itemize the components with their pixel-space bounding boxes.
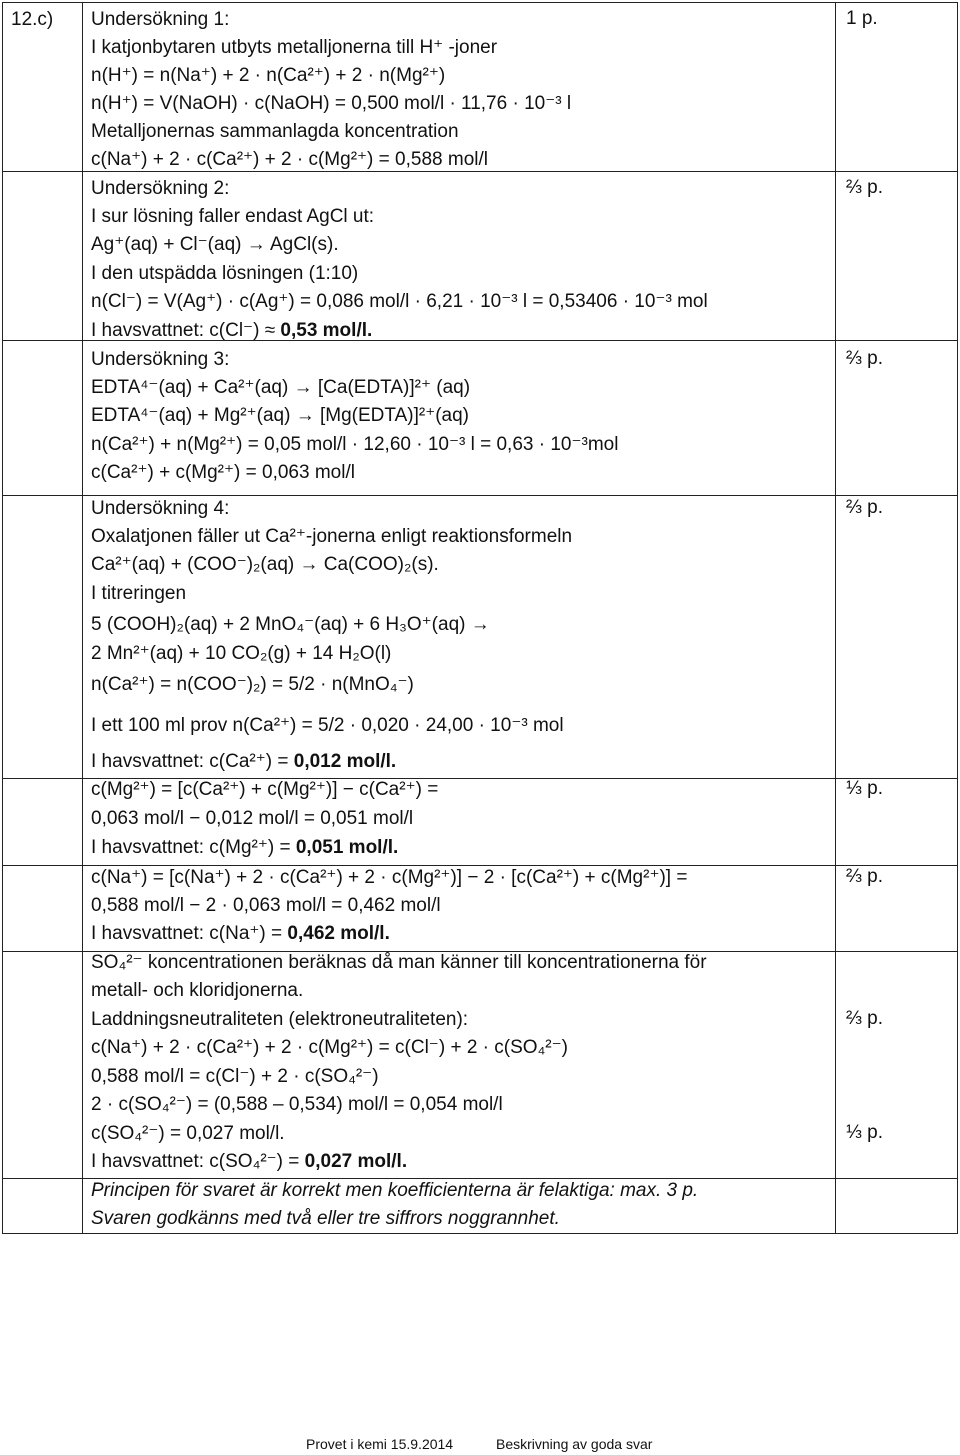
answer-line-text: I sur lösning faller endast AgCl ut:: [91, 206, 375, 227]
answer-line: [91, 611, 490, 639]
answer-line-text: Laddningsneutraliteten (elektroneutraliteten):: [91, 1009, 469, 1030]
points-value: ⅓ p.: [846, 1122, 883, 1143]
answer-line: [91, 1148, 407, 1176]
answer-line-text: c(Mg²⁺) = [c(Ca²⁺) + c(Mg²⁺)] − c(Ca²⁺) =: [91, 779, 439, 800]
answer-line: [91, 580, 186, 608]
answer-line: [91, 34, 497, 62]
answer-line-text: Ag⁺(aq) + Cl⁻(aq) → AgCl(s).: [91, 234, 339, 255]
answer-line: [91, 1006, 468, 1034]
answer-line-text: I ett 100 ml prov n(Ca²⁺) = 5/2 · 0,020 · 24,00 · 10⁻³ mol: [91, 715, 564, 736]
points-value: 1 p.: [846, 8, 878, 29]
answer-line-text: I den utspädda lösningen (1:10): [91, 263, 359, 284]
answer-line: [91, 805, 413, 833]
answer-line-result: 0,027 mol/l.: [304, 1151, 408, 1172]
answer-line-text: Svaren godkänns med två eller tre siffrors noggrannhet.: [91, 1208, 560, 1229]
answer-line-result: 0,051 mol/l.: [295, 837, 399, 858]
answer-line: [91, 203, 374, 231]
answer-line: [91, 346, 229, 374]
answer-line: [91, 977, 303, 1005]
answer-line-text: Undersökning 2:: [91, 178, 230, 199]
answer-line: [91, 1063, 379, 1091]
answer-line-text: c(Na⁺) + 2 · c(Ca²⁺) + 2 · c(Mg²⁺) = c(Cl⁻) + 2 · c(SO₄²⁻): [91, 1037, 568, 1058]
answer-line: [91, 288, 708, 316]
answer-line: [91, 231, 339, 259]
answer-line: [91, 317, 372, 345]
answer-line: [91, 640, 391, 668]
answer-line: [91, 551, 439, 579]
answer-line-text: c(SO₄²⁻) = 0,027 mol/l.: [91, 1123, 285, 1144]
answer-line-text: I havsvattnet: c(Ca²⁺) =: [91, 751, 294, 772]
answer-line-text: I titreringen: [91, 583, 187, 604]
points-value: ⅔ p.: [846, 348, 883, 369]
answer-line: [91, 1034, 568, 1062]
answer-line-text: I havsvattnet: c(Mg²⁺) =: [91, 837, 296, 858]
footer-right: Beskrivning av goda svar: [496, 1436, 653, 1452]
answer-line-text: Metalljonernas sammanlagda koncentration: [91, 121, 459, 142]
answer-line: [91, 175, 229, 203]
answer-line-text: EDTA⁴⁻(aq) + Ca²⁺(aq) → [Ca(EDTA)]²⁺ (aq): [91, 377, 471, 398]
answer-line: [91, 949, 707, 977]
answer-line-text: c(Na⁺) + 2 · c(Ca²⁺) + 2 · c(Mg²⁺) = 0,588 mol/l: [91, 149, 488, 170]
column-divider: [835, 3, 836, 1233]
answer-line-text: EDTA⁴⁻(aq) + Mg²⁺(aq) → [Mg(EDTA)]²⁺(aq): [91, 405, 470, 426]
answer-line-result: 0,53 mol/l.: [280, 320, 373, 341]
answer-line-text: 0,588 mol/l − 2 · 0,063 mol/l = 0,462 mol/l: [91, 895, 441, 916]
answer-line-text: metall- och kloridjonerna.: [91, 980, 304, 1001]
answer-line-text: n(Ca²⁺) + n(Mg²⁺) = 0,05 mol/l · 12,60 · 10⁻³ l = 0,63 · 10⁻³mol: [91, 434, 619, 455]
answer-line-text: Undersökning 1:: [91, 9, 230, 30]
points-value: ⅔ p.: [846, 177, 883, 198]
answer-line-text: Undersökning 4:: [91, 498, 230, 519]
answer-line: [91, 834, 398, 862]
answer-line: [91, 431, 618, 459]
points-value: ⅓ p.: [846, 778, 883, 799]
footer-left: Provet i kemi 15.9.2014: [306, 1436, 454, 1452]
answer-line: [91, 523, 572, 551]
answer-line: [91, 892, 441, 920]
answer-line: [91, 90, 571, 118]
column-divider: [82, 3, 83, 1233]
answer-line-text: Undersökning 3:: [91, 349, 230, 370]
answer-line-text: 0,588 mol/l = c(Cl⁻) + 2 · c(SO₄²⁻): [91, 1066, 379, 1087]
answer-line-result: 0,012 mol/l.: [293, 751, 397, 772]
answer-line-text: I havsvattnet: c(SO₄²⁻) =: [91, 1151, 305, 1172]
answer-line-text: n(H⁺) = V(NaOH) · c(NaOH) = 0,500 mol/l · 11,76 · 10⁻³ l: [91, 93, 572, 114]
answer-line-text: I havsvattnet: c(Na⁺) =: [91, 923, 288, 944]
answer-line: [91, 459, 355, 487]
points-value: ⅔ p.: [846, 866, 883, 887]
answer-line-text: c(Ca²⁺) + c(Mg²⁺) = 0,063 mol/l: [91, 462, 355, 483]
answer-line: [91, 495, 229, 523]
answer-line: [91, 748, 396, 776]
answer-line-text: n(Ca²⁺) = n(COO⁻)₂) = 5/2 · n(MnO₄⁻): [91, 674, 414, 695]
answer-line: [91, 712, 564, 740]
answer-line: [91, 1120, 285, 1148]
answer-line: [91, 864, 687, 892]
answer-line-text: c(Na⁺) = [c(Na⁺) + 2 · c(Ca²⁺) + 2 · c(Mg²⁺)] − 2 · [c(Ca²⁺) + c(Mg²⁺)] =: [91, 867, 688, 888]
answer-line-text: 2 Mn²⁺(aq) + 10 CO₂(g) + 14 H₂O(l): [91, 643, 392, 664]
answer-line-text: Ca²⁺(aq) + (COO⁻)₂(aq) → Ca(COO)₂(s).: [91, 554, 439, 575]
answer-line-text: Oxalatjonen fäller ut Ca²⁺-jonerna enligt reaktionsformeln: [91, 526, 573, 547]
answer-line-result: 0,462 mol/l.: [287, 923, 390, 944]
answer-line: [91, 776, 438, 804]
answer-line-text: n(Cl⁻) = V(Ag⁺) · c(Ag⁺) = 0,086 mol/l · 6,21 · 10⁻³ l = 0,53406 · 10⁻³ mol: [91, 291, 708, 312]
answer-line-text: I katjonbytaren utbyts metalljonerna till H⁺ -joner: [91, 37, 498, 58]
answer-line: [91, 62, 445, 90]
answer-line: [91, 6, 229, 34]
answer-line: [91, 671, 414, 699]
question-label: 12.c): [11, 9, 54, 30]
points-value: ⅔ p.: [846, 1008, 883, 1029]
answer-line-text: SO₄²⁻ koncentrationen beräknas då man känner till koncentrationerna för: [91, 952, 707, 973]
answer-line-text: 2 · c(SO₄²⁻) = (0,588 – 0,534) mol/l = 0,054 mol/l: [91, 1094, 503, 1115]
answer-line-text: n(H⁺) = n(Na⁺) + 2 · n(Ca²⁺) + 2 · n(Mg²⁺): [91, 65, 446, 86]
answer-line: [91, 920, 390, 948]
answer-line-text: I havsvattnet: c(Cl⁻) ≈: [91, 320, 281, 341]
answer-line: [91, 1091, 503, 1119]
answer-line: [91, 260, 358, 288]
points-value: ⅔ p.: [846, 497, 883, 518]
answer-line: [91, 118, 459, 146]
answer-line-text: 5 (COOH)₂(aq) + 2 MnO₄⁻(aq) + 6 H₃O⁺(aq) →: [91, 614, 490, 635]
answer-line-text: Principen för svaret är korrekt men koefficienterna är felaktiga: max. 3 p.: [91, 1180, 699, 1201]
answer-line: [91, 1177, 698, 1205]
answer-line: [91, 1205, 560, 1233]
answer-line: [91, 402, 469, 430]
answer-line: [91, 146, 488, 174]
answer-line-text: 0,063 mol/l − 0,012 mol/l = 0,051 mol/l: [91, 808, 414, 829]
answer-line: [91, 374, 470, 402]
